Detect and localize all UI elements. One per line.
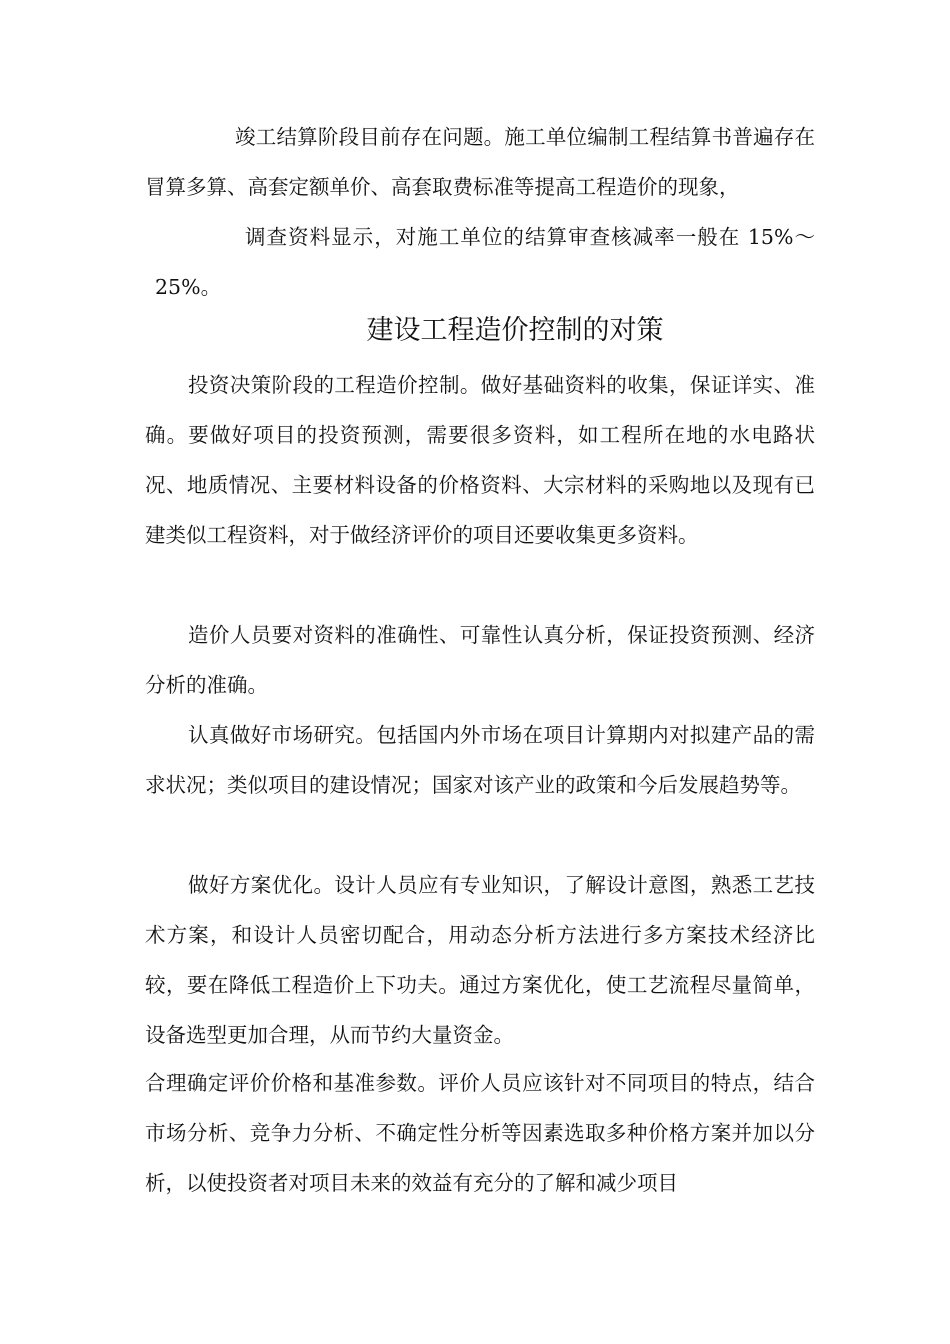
paragraph-scheme-optimization: 做好方案优化。设计人员应有专业知识，了解设计意图，熟悉工艺技术方案，和设计人员密切配合，用动态分析方法进行多方案技术经济比较，要在降低工程造价上下功夫。通过方案优化，使工艺流程尽量简单，设备选型更加合理，从而节约大量资金。 [145,873,815,1047]
paragraph-settlement-issues-text: 竣工结算阶段目前存在问题。施工单位编制工程结算书普遍存在冒算多算、高套定额单价、高套取费标准等提高工程造价的现象， [145,125,815,199]
paragraph-market-research: 认真做好市场研究。包括国内外市场在项目计算期内对拟建产品的需求状况；类似项目的建设情况；国家对该产业的政策和今后发展趋势等。 [145,723,815,797]
paragraph-investment-decision: 投资决策阶段的工程造价控制。做好基础资料的收集，保证详实、准确。要做好项目的投资预测，需要很多资料，如工程所在地的水电路状况、地质情况、主要材料设备的价格资料、大宗材料的采购地以及现有已建类似工程资料，对于做经济评价的项目还要收集更多资料。 [145,373,815,547]
paragraph-evaluation-parameters: 合理确定评价价格和基准参数。评价人员应该针对不同项目的特点，结合市场分析、竞争力分析、不确定性分析等因素选取多种价格方案并加以分析，以使投资者对项目未来的效益有充分的了解和减少项目 [145,1071,815,1195]
section-heading: 建设工程造价控制的对策 [366,315,664,346]
paragraph-cost-staff: 造价人员要对资料的准确性、可靠性认真分析，保证投资预测、经济分析的准确。 [145,623,815,697]
paragraph-settlement-issues [145,112,815,312]
paragraph-settlement-survey-text: 调查资料显示，对施工单位的结算审查核减率一般在 15%～25%。 [155,225,815,299]
